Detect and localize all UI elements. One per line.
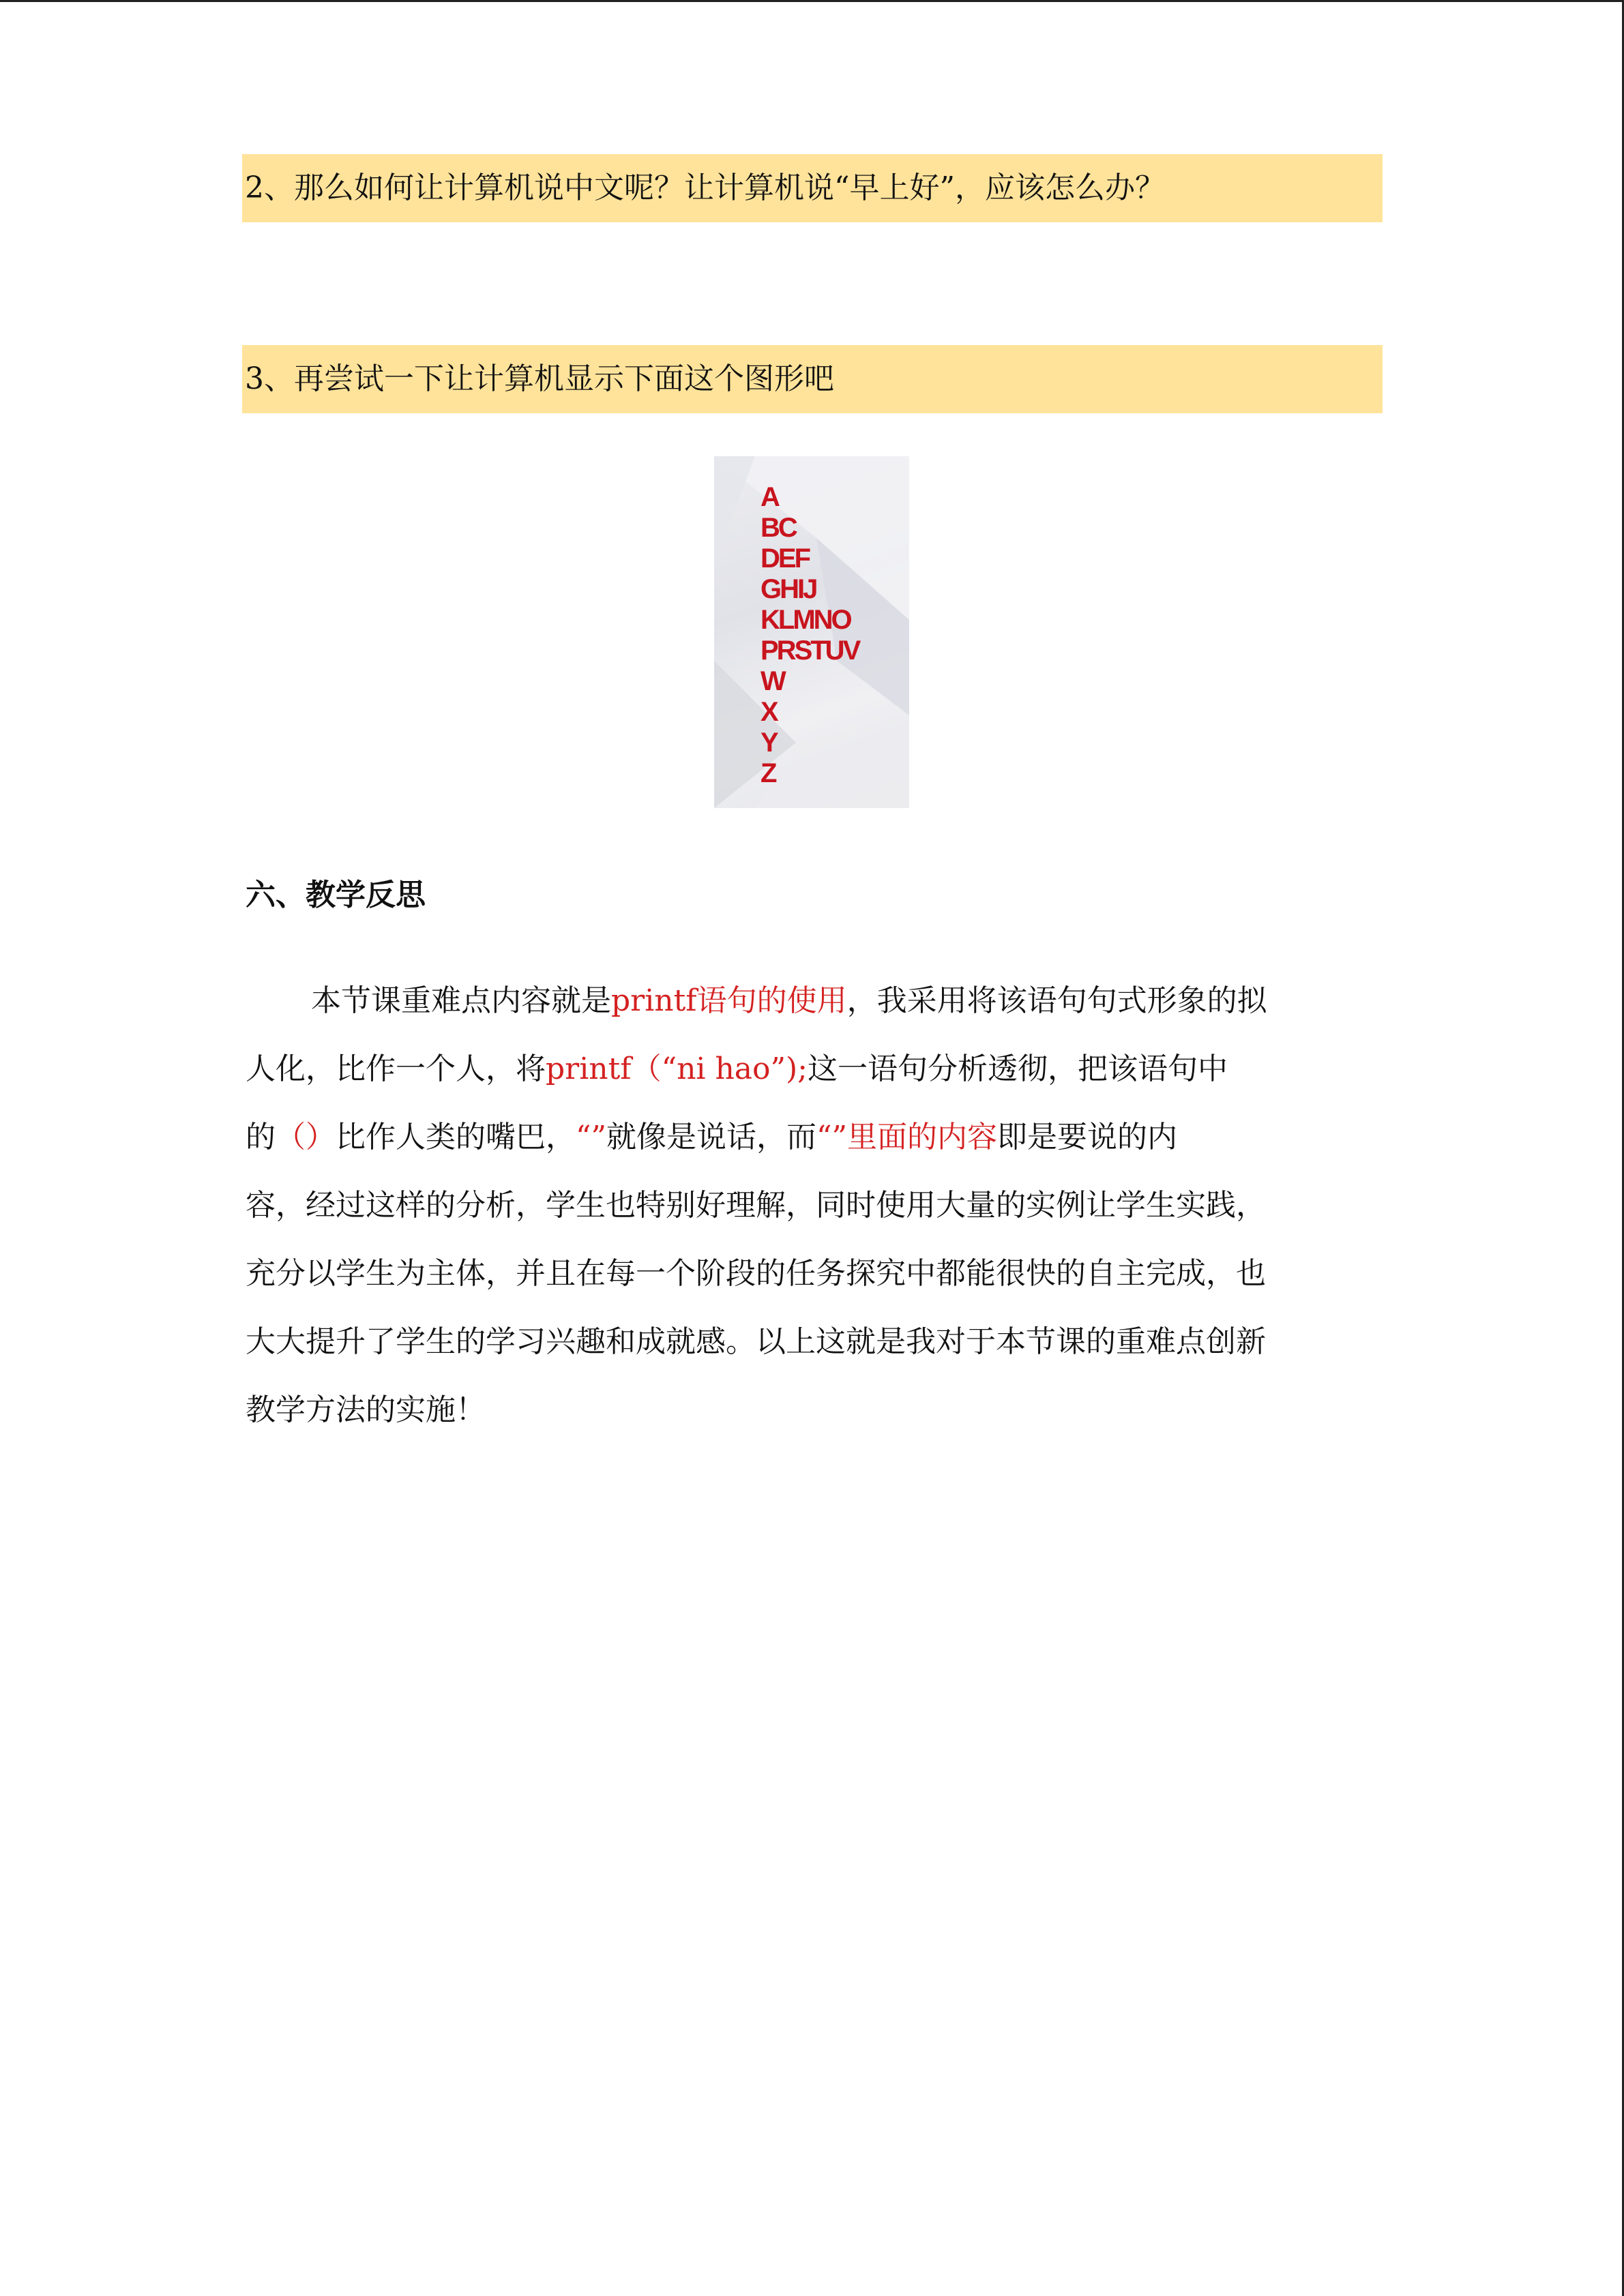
text-run: 的 — [246, 1120, 276, 1154]
paragraph-line — [246, 1035, 1378, 1103]
paragraph-line: 教学方法的实施！ — [246, 1392, 486, 1427]
letter-line: KLMNO — [761, 605, 851, 635]
text-run: 即是要说的内 — [997, 1120, 1177, 1154]
letter-line: W — [761, 666, 784, 696]
letter-line: X — [761, 697, 777, 727]
letter-line: Z — [761, 758, 776, 788]
highlighted-text: “” — [576, 1120, 606, 1154]
letter-line: BC — [761, 513, 796, 543]
reflection-paragraph — [246, 967, 1378, 1444]
highlighted-text: printf（“ni hao”); — [546, 1052, 808, 1086]
paragraph-line — [246, 967, 1378, 1035]
text-run: 本节课重难点内容就是 — [311, 983, 611, 1018]
text-run: ，我采用将该语句句式形象的拟 — [846, 983, 1267, 1018]
section-heading: 六、教学反思 — [246, 878, 426, 912]
text-run: 就像是说话，而 — [606, 1120, 816, 1154]
letter-lines — [761, 482, 859, 789]
text-run: 人化，比作一个人，将 — [246, 1052, 546, 1086]
letter-line: GHIJ — [761, 574, 816, 604]
letter-pattern-image — [714, 456, 909, 808]
highlighted-text: （） — [276, 1120, 336, 1154]
text-run: 这一语句分析透彻，把该语句中 — [808, 1052, 1228, 1086]
letter-line: DEF — [761, 543, 809, 573]
paragraph-line: 容，经过这样的分析，学生也特别好理解，同时使用大量的实例让学生实践， — [246, 1188, 1266, 1223]
question-3-bar: 3、再尝试一下让计算机显示下面这个图形吧 — [242, 345, 1383, 413]
letter-line: A — [761, 482, 778, 512]
paragraph-line: 充分以学生为主体，并且在每一个阶段的任务探究中都能很快的自主完成，也 — [246, 1256, 1266, 1291]
text-run: 比作人类的嘴巴， — [336, 1120, 576, 1154]
page-top-border — [0, 0, 1624, 2]
paragraph-line: 大大提升了学生的学习兴趣和成就感。以上这就是我对于本节课的重难点创新 — [246, 1324, 1266, 1359]
letter-line: PRSTUV — [761, 636, 859, 666]
question-2-bar: 2、那么如何让计算机说中文呢？让计算机说“早上好”，应该怎么办？ — [242, 154, 1383, 222]
letter-line: Y — [761, 728, 777, 758]
highlighted-text: printf语句的使用 — [611, 983, 847, 1018]
highlighted-text: “”里面的内容 — [816, 1120, 997, 1154]
paragraph-line — [246, 1103, 1378, 1172]
